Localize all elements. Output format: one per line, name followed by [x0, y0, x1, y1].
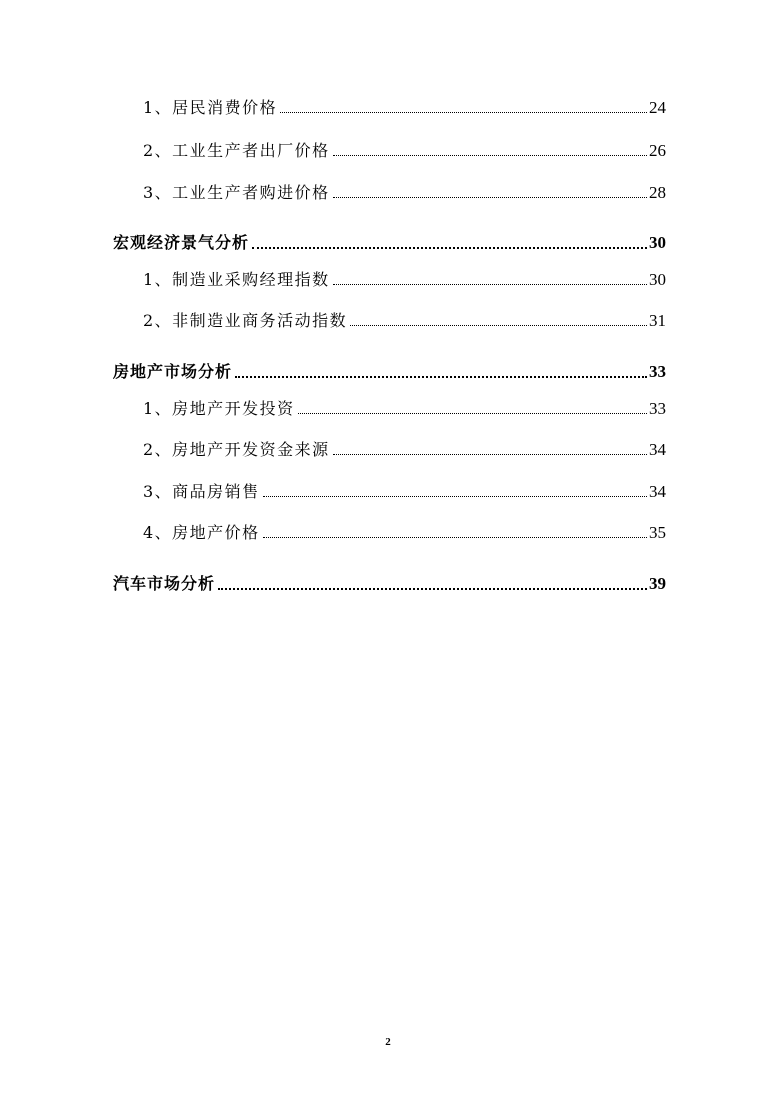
toc-entry-manufacturing-pmi[interactable]	[143, 269, 666, 291]
toc-entry-housing-sales[interactable]	[143, 481, 666, 503]
dot-leader	[235, 376, 647, 378]
toc-entry-label: 3、商品房销售	[143, 482, 260, 501]
toc-entry-page: 34	[649, 440, 666, 459]
toc-section-title: 房地产市场分析	[113, 362, 233, 381]
toc-entry-non-manufacturing-index[interactable]	[143, 310, 666, 332]
toc-entry-label: 2、房地产开发资金来源	[143, 440, 330, 459]
toc-entry-label: 1、居民消费价格	[143, 98, 278, 117]
toc-entry-page: 33	[649, 399, 666, 418]
toc-entry-page: 30	[649, 270, 666, 289]
dot-leader	[350, 325, 647, 326]
toc-entry-label: 2、非制造业商务活动指数	[143, 311, 348, 330]
toc-entry-consumer-price[interactable]	[143, 97, 666, 119]
toc-section-macro-economy[interactable]	[113, 232, 666, 254]
toc-section-title: 汽车市场分析	[113, 574, 216, 593]
toc-entry-page: 31	[649, 311, 666, 330]
dot-leader	[263, 537, 647, 538]
dot-leader	[298, 413, 647, 414]
toc-entry-page: 34	[649, 482, 666, 501]
page-number: 2	[385, 1036, 391, 1048]
toc-section-page: 30	[649, 233, 666, 252]
dot-leader	[280, 112, 647, 113]
toc-entry-page: 24	[649, 98, 666, 117]
toc-entry-label: 2、工业生产者出厂价格	[143, 141, 330, 160]
toc-entry-label: 3、工业生产者购进价格	[143, 183, 330, 202]
toc-entry-label: 4、房地产价格	[143, 523, 260, 542]
toc-entry-producer-output-price[interactable]	[143, 140, 666, 162]
toc-entry-label: 1、制造业采购经理指数	[143, 270, 330, 289]
dot-leader	[252, 247, 647, 249]
toc-entry-label: 1、房地产开发投资	[143, 399, 295, 418]
toc-entry-real-estate-investment[interactable]	[143, 398, 666, 420]
toc-entry-funding-sources[interactable]	[143, 439, 666, 461]
toc-entry-page: 26	[649, 141, 666, 160]
toc-section-auto-market[interactable]	[113, 573, 666, 595]
toc-entry-page: 35	[649, 523, 666, 542]
toc-section-real-estate[interactable]	[113, 361, 666, 383]
toc-section-title: 宏观经济景气分析	[113, 233, 250, 252]
toc-entry-producer-purchase-price[interactable]	[143, 182, 666, 204]
dot-leader	[333, 197, 647, 198]
toc-entry-page: 28	[649, 183, 666, 202]
dot-leader	[263, 496, 647, 497]
toc-section-page: 33	[649, 362, 666, 381]
dot-leader	[333, 454, 647, 455]
dot-leader	[333, 284, 647, 285]
toc-section-page: 39	[649, 574, 666, 593]
dot-leader	[218, 588, 647, 590]
toc-entry-real-estate-prices[interactable]	[143, 522, 666, 544]
dot-leader	[333, 155, 647, 156]
